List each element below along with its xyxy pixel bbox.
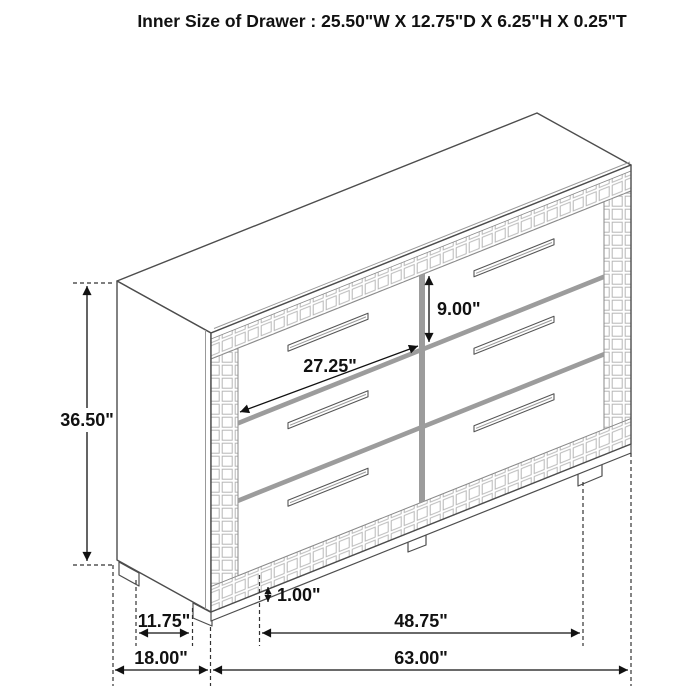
texture-right-stile (604, 191, 631, 429)
dim-base-height-label: 1.00" (277, 585, 321, 605)
dim-leg-span-label: 48.75" (394, 611, 448, 631)
texture-left-stile (211, 348, 238, 586)
dim-drawer-height-label: 9.00" (437, 299, 481, 319)
dim-drawer-width-label: 27.25" (303, 356, 357, 376)
dim-leg-inset-label: 11.75" (137, 611, 191, 631)
dim-overall-width-label: 63.00" (394, 648, 448, 668)
center-divider (419, 273, 425, 503)
dresser-illustration (117, 113, 631, 626)
dim-overall-height-label: 36.50" (60, 410, 114, 430)
dim-overall-depth-label: 18.00" (134, 648, 188, 668)
side-panel (117, 281, 211, 612)
diagram-title: Inner Size of Drawer : 25.50"W X 12.75"D X 6.25"H X 0.25"T (137, 11, 627, 31)
dimension-overall-height (60, 283, 114, 565)
